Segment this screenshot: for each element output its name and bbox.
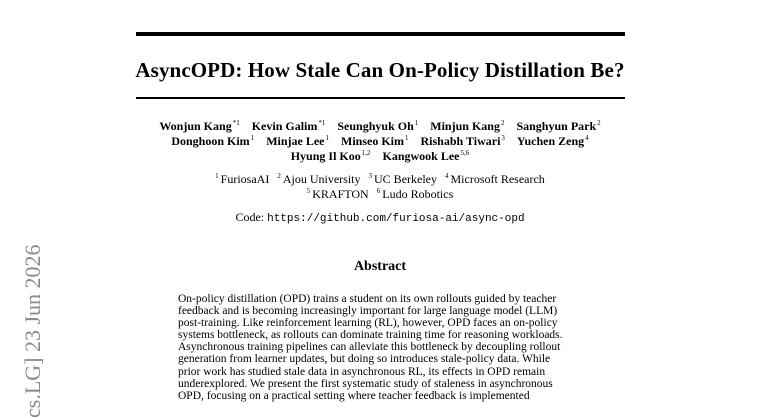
code-link[interactable]: https://github.com/furiosa-ai/async-opd xyxy=(267,213,525,225)
author-name xyxy=(159,119,239,133)
affiliation-name: Ajou University xyxy=(282,172,361,186)
author-name-text: Sanghyun Park xyxy=(516,119,597,133)
abstract-line: Asynchronous training pipelines can alleviate this bottleneck by decoupling rollout xyxy=(178,341,561,354)
author-affiliation-marker: *1 xyxy=(318,119,326,127)
author-line xyxy=(0,149,760,164)
affiliation xyxy=(215,172,269,186)
affiliation-name: Microsoft Research xyxy=(450,172,545,186)
author-name xyxy=(252,119,326,133)
abstract-line: systems bottleneck, as rollouts can dominate training time for reasoning workloads. xyxy=(178,329,563,342)
author-line xyxy=(0,119,760,134)
author-name-text: Yuchen Zeng xyxy=(516,134,585,148)
author-name xyxy=(266,134,329,148)
author-name xyxy=(383,149,470,163)
author-affiliation-marker: 1 xyxy=(405,134,409,142)
code-label: Code: xyxy=(235,210,265,224)
author-name xyxy=(517,134,589,148)
author-name-text: Donghoon Kim xyxy=(171,134,250,148)
abstract-line: underexplored. We present the first systematic study of staleness in asynchronous xyxy=(178,377,553,390)
author-name-text: Hyung Il Koo xyxy=(290,149,361,163)
author-name xyxy=(430,119,504,133)
author-affiliation-marker: 3 xyxy=(501,134,505,142)
affiliation-name: Ludo Robotics xyxy=(382,187,454,201)
author-name-text: Wonjun Kang xyxy=(159,119,232,133)
affiliation-marker: 4 xyxy=(445,172,449,180)
affiliation xyxy=(277,172,360,186)
author-affiliation-marker: 1 xyxy=(325,134,329,142)
author-name-text: Rishabh Tiwari xyxy=(420,134,501,148)
author-name-text: Minjun Kang xyxy=(430,119,500,133)
author-line xyxy=(0,134,760,149)
affiliation-marker: 1 xyxy=(215,172,219,180)
affiliation-line xyxy=(0,172,760,187)
arxiv-side-stamp: cs.LG] 23 Jun 2026 xyxy=(20,244,45,418)
abstract-heading: Abstract xyxy=(353,259,407,274)
affiliation-marker: 5 xyxy=(306,187,311,195)
abstract-line: On-policy distillation (OPD) trains a student on its own rollouts guided by teacher xyxy=(178,293,557,305)
author-affiliation-marker: 2 xyxy=(597,119,601,127)
abstract-line: post-training. Like reinforcement learning (RL), however, OPD faces an on-policy xyxy=(178,317,558,330)
affiliation-marker: 3 xyxy=(368,172,373,180)
title-top-rule xyxy=(136,32,625,36)
author-affiliation-marker: 5,6 xyxy=(460,149,470,157)
author-name xyxy=(291,149,371,163)
affiliation-name: KRAFTON xyxy=(312,187,369,201)
affiliation-marker: 2 xyxy=(277,172,281,180)
author-name-text: Minseo Kim xyxy=(341,134,404,148)
author-affiliation-marker: *1 xyxy=(232,119,240,127)
abstract-line: prior work has studied stale data in asynchronous RL, its effects in OPD remain xyxy=(178,365,546,378)
author-affiliation-marker: 1 xyxy=(414,119,419,127)
author-name-text: Kevin Galim xyxy=(251,119,318,133)
author-affiliation-marker: 2 xyxy=(500,119,505,127)
author-name xyxy=(421,134,505,148)
author-name-text: Seunghyuk Oh xyxy=(337,119,414,133)
affiliation-name: UC Berkeley xyxy=(374,172,437,186)
paper-title: AsyncOPD: How Stale Can On-Policy Distillation Be? xyxy=(135,58,625,82)
author-name xyxy=(337,119,418,133)
author-affiliation-marker: 1,2 xyxy=(361,149,371,157)
abstract-line: OPD, focusing on a practical setting where teacher feedback is implemented xyxy=(178,389,530,402)
author-name-text: Kangwook Lee xyxy=(382,149,460,163)
title-bottom-rule xyxy=(136,97,625,99)
affiliation xyxy=(369,172,437,186)
affiliation xyxy=(377,187,454,201)
author-name xyxy=(341,134,409,148)
author-affiliation-marker: 1 xyxy=(250,134,255,142)
author-name xyxy=(516,119,600,133)
author-affiliation-marker: 4 xyxy=(585,134,589,142)
affiliation-name: FuriosaAI xyxy=(220,172,270,186)
affiliation xyxy=(445,172,545,186)
affiliation-line xyxy=(0,187,760,202)
author-name xyxy=(171,134,254,148)
affiliation-marker: 6 xyxy=(376,187,381,195)
affiliation xyxy=(307,187,369,201)
abstract-line: feedback and is becoming increasingly important for large language model (LLM) xyxy=(178,305,558,318)
code-line xyxy=(0,210,760,225)
author-name-text: Minjae Lee xyxy=(266,134,325,148)
abstract-body xyxy=(178,293,588,402)
abstract-line: generation from learner updates, but doing so introduces stale-policy data. While xyxy=(178,353,551,366)
